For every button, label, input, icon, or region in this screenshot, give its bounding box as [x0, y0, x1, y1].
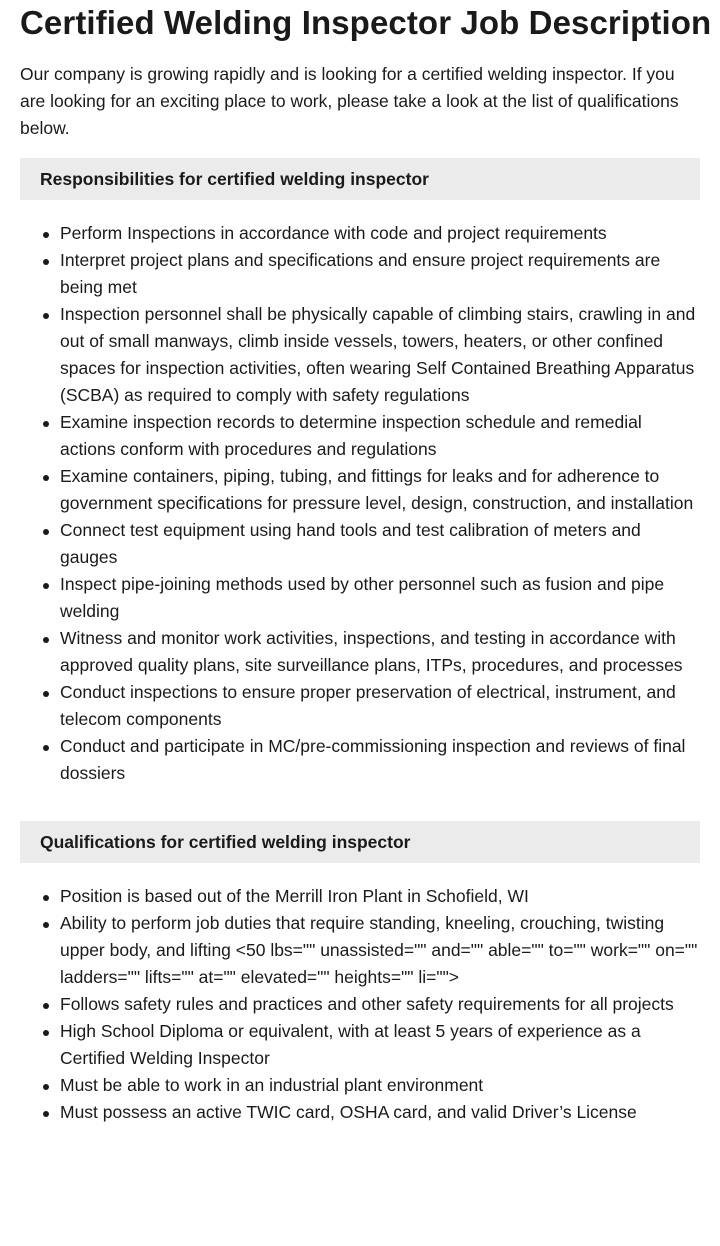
list-item: Position is based out of the Merrill Iron Plant in Schofield, WI: [60, 883, 700, 910]
section-spacer: [20, 787, 700, 805]
list-item: Conduct inspections to ensure proper preservation of electrical, instrument, and telecom components: [60, 679, 700, 733]
list-item: Must possess an active TWIC card, OSHA card, and valid Driver’s License: [60, 1099, 700, 1126]
qualifications-heading: Qualifications for certified welding inspector: [20, 821, 700, 863]
list-item: Witness and monitor work activities, inspections, and testing in accordance with approved quality plans, site surveillance plans, ITPs, procedures, and processes: [60, 625, 700, 679]
list-item: Must be able to work in an industrial plant environment: [60, 1072, 700, 1099]
list-item: Inspection personnel shall be physically capable of climbing stairs, crawling in and out of small manways, climb inside vessels, towers, heaters, or other confined spaces for inspection activities, often wearing Self Contained Breathing Apparatus (SCBA) as required to comply with safety regulations: [60, 301, 700, 409]
list-item: Interpret project plans and specifications and ensure project requirements are being met: [60, 247, 700, 301]
list-item: Ability to perform job duties that require standing, kneeling, crouching, twisting upper body, and lifting <50 lbs="" unassisted="" and="" able="" to="" work="" on="" ladders="" lifts="" at="" elevated="" heights="" li="">: [60, 910, 700, 991]
list-item: Examine inspection records to determine inspection schedule and remedial actions conform with procedures and regulations: [60, 409, 700, 463]
responsibilities-list: [20, 220, 700, 787]
list-item: Examine containers, piping, tubing, and fittings for leaks and for adherence to government specifications for pressure level, design, construction, and installation: [60, 463, 700, 517]
page-title: Certified Welding Inspector Job Description: [20, 4, 712, 41]
list-item: Connect test equipment using hand tools and test calibration of meters and gauges: [60, 517, 700, 571]
qualifications-list: [20, 883, 700, 1126]
intro-paragraph: Our company is growing rapidly and is looking for a certified welding inspector. If you are looking for an exciting place to work, please take a look at the list of qualifications below.: [20, 64, 679, 138]
list-item: Conduct and participate in MC/pre-commissioning inspection and reviews of final dossiers: [60, 733, 700, 787]
list-item: Follows safety rules and practices and other safety requirements for all projects: [60, 991, 700, 1018]
list-item: Inspect pipe-joining methods used by other personnel such as fusion and pipe welding: [60, 571, 700, 625]
list-item: Perform Inspections in accordance with code and project requirements: [60, 220, 700, 247]
responsibilities-heading: Responsibilities for certified welding inspector: [20, 158, 700, 200]
list-item: High School Diploma or equivalent, with at least 5 years of experience as a Certified Welding Inspector: [60, 1018, 700, 1072]
